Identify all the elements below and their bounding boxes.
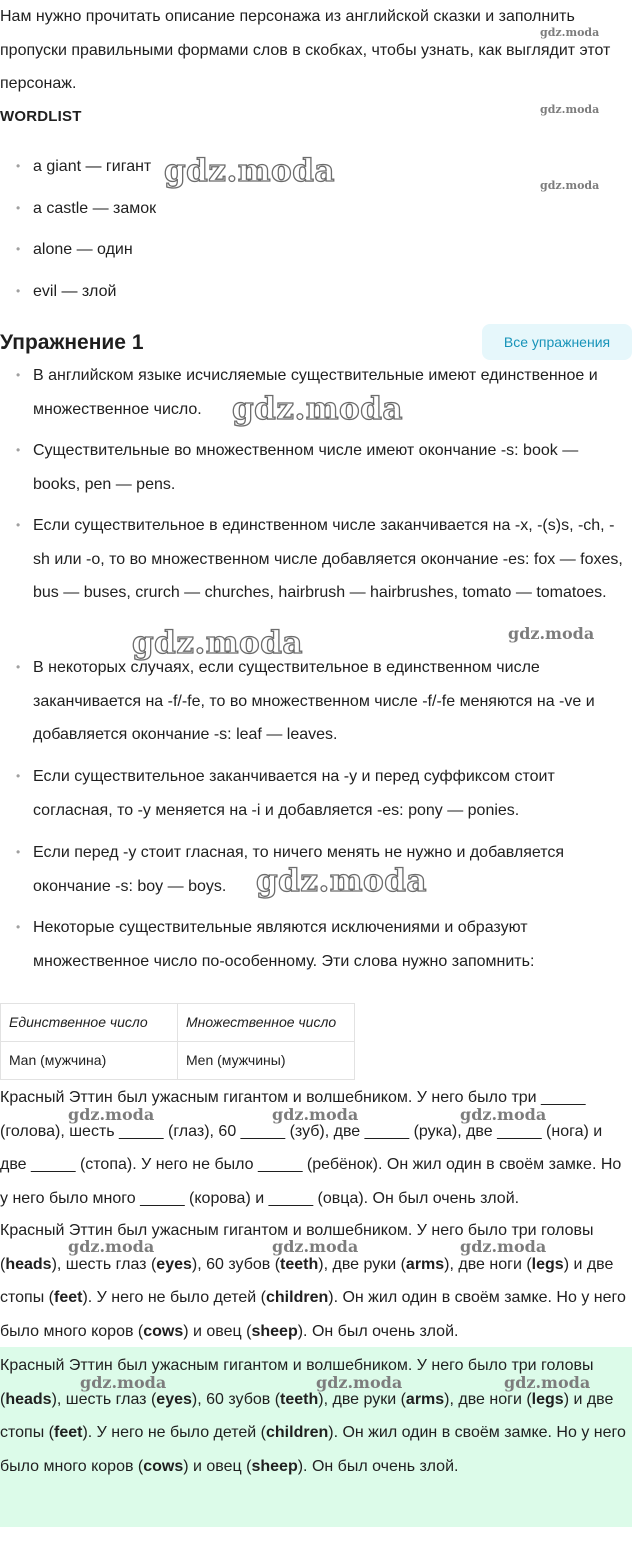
watermark: gdz.moda — [272, 1105, 359, 1124]
table-header-plural: Множественное число — [178, 1004, 355, 1042]
watermark: gdz.moda — [164, 153, 335, 189]
intro-text: Нам нужно прочитать описание персонажа из английской сказки и заполнить пропуски правильными формами слов в скобках, чтобы узнать, как выглядит этот персонаж. — [0, 8, 611, 92]
rule-item: • Если перед -y стоит гласная, то ничего менять не нужно и добавляется окончание -s: boy — boys. — [33, 836, 629, 903]
table-header-row — [1, 1004, 355, 1042]
rule-item: • Некоторые существительные являются исключениями и образуют множественное число по-особенному. Эти слова нужно запомнить: — [33, 911, 629, 978]
table-cell: Man (мужчина) — [1, 1042, 178, 1080]
watermark: gdz.moda — [68, 1105, 155, 1124]
watermark: gdz.moda — [508, 624, 595, 643]
rule-item: • В английском языке исчисляемые существительные имеют единственное и множественное число. — [33, 360, 629, 426]
answer-highlight-block — [0, 1347, 632, 1527]
watermark: gdz.moda — [132, 625, 303, 661]
rule-item: • Существительные во множественном числе имеют окончание -s: book — books, pen — pens. — [33, 434, 629, 501]
rules-list-container — [0, 360, 632, 980]
all-exercises-button[interactable]: Все упражнения — [482, 324, 632, 360]
watermark: gdz.moda — [540, 179, 600, 192]
watermark: gdz.moda — [232, 391, 403, 427]
rule-item: • В некоторых случаях, если существительное в единственном числе заканчивается на -f/-fe, то во множественном числе -f/-fe меняются на -ve и добавляется окончание -s: leaf — leaves. — [33, 651, 629, 752]
wordlist-item: • evil — злой — [33, 275, 629, 309]
watermark: gdz.moda — [504, 1373, 591, 1392]
watermark: gdz.moda — [272, 1237, 359, 1256]
wordlist-item: • a giant — гигант — [33, 150, 629, 184]
watermark: gdz.moda — [68, 1237, 155, 1256]
table-cell: Men (мужчины) — [178, 1042, 355, 1080]
rule-item: • Если существительное в единственном числе заканчивается на -x, -(s)s, -ch, -sh или -o, то во множественном числе добавляется окончание -es: fox — foxes, bus — buses, crurch — churches, hairbrush — hairbrushes, tomato — tomatoes. — [33, 509, 629, 610]
rule-item: • Если существительное заканчивается на -y и перед суффиксом стоит согласная, то -y меняется на -i и добавляется -es: pony — ponies. — [33, 760, 629, 827]
wordlist-item: • a castle — замок — [33, 192, 629, 226]
watermark: gdz.moda — [316, 1373, 403, 1392]
answer-highlight-text: Красный Эттин был ужасным гигантом и волшебником. У него было три головы (heads), шесть глаз (eyes), 60 зубов (teeth), две руки (arms), две ноги (legs) и две стопы (feet). У него не было детей (children). Он жил один в своём замке. Но у него было много коров (cows) и овец (sheep). Он был очень злой. — [0, 1357, 626, 1475]
wordlist-heading: WORDLIST — [0, 108, 82, 125]
watermark: gdz.moda — [540, 103, 600, 116]
watermark: gdz.moda — [256, 863, 427, 899]
table-header-singular: Единственное число — [1, 1004, 178, 1042]
task-text: Красный Эттин был ужасным гигантом и волшебником. У него было три _____ (голова), шесть _____ (глаз), 60 _____ (зуб), две _____ (рука), две _____ (нога) и две _____ (стопа). У него не было _____ (ребёнок). Он жил один в своём замке. Но у него было много _____ (корова) и _____ (овца). Он был очень злой. — [0, 1089, 622, 1207]
watermark: gdz.moda — [540, 26, 600, 39]
watermark: gdz.moda — [460, 1105, 547, 1124]
plural-exceptions-table — [0, 1003, 355, 1080]
answer-text: Красный Эттин был ужасным гигантом и волшебником. У него было три головы (heads), шесть глаз (eyes), 60 зубов (teeth), две руки (arms), две ноги (legs) и две стопы (feet). У него не было детей (children). Он жил один в своём замке. Но у него было много коров (cows) и овец (sheep). Он был очень злой. — [0, 1222, 626, 1340]
exercise-title: Упражнение 1 — [0, 331, 144, 354]
watermark: gdz.moda — [80, 1373, 167, 1392]
watermark: gdz.moda — [460, 1237, 547, 1256]
wordlist-item: • alone — один — [33, 233, 629, 267]
table-row — [1, 1042, 355, 1080]
